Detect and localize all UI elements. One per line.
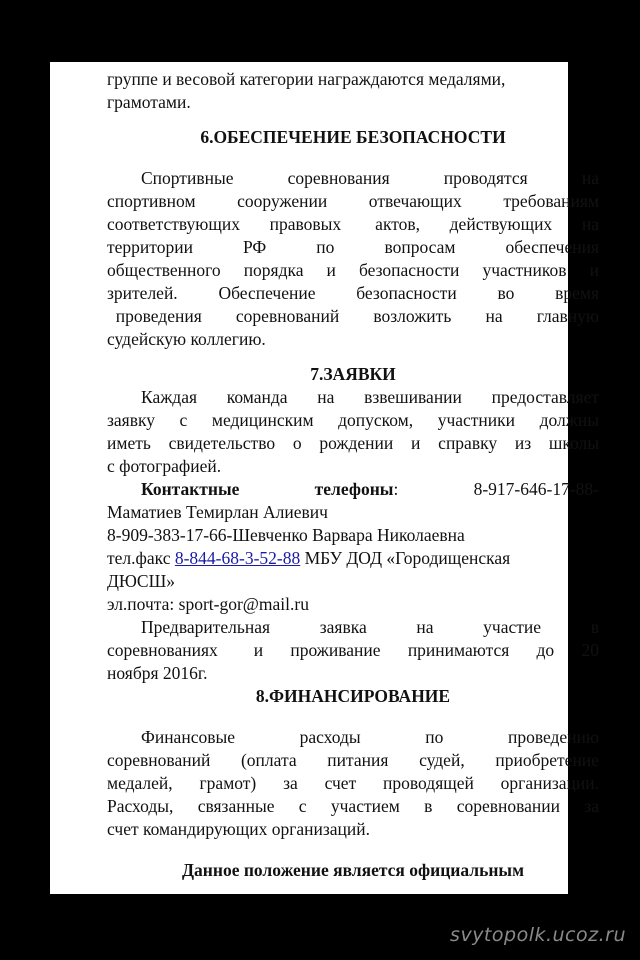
s6-line: общественного порядка и безопасности участников и [107,260,599,280]
phone-2-line: 8-909-383-17-66-Шевченко Варвара Николаевна [107,525,465,545]
fax-phone-link[interactable]: 8-844-68-3-52-88 [174,548,301,568]
section-6-body [107,167,599,351]
prelim-line: соревнованиях и проживание принимаются до 20 [107,640,599,660]
prelim-last-line: ноября 2016г. [107,663,208,683]
section-8-body [107,726,599,841]
fax-line: тел.факс 8-844-68-3-52-88 МБУ ДОД «Городищенская [107,548,511,568]
section-7-heading: 7.ЗАЯВКИ [310,364,396,384]
s6-line: спортивном сооружении отвечающих требованиям [107,191,599,211]
s8-line: соревнований (оплата питания судей, приобретение [107,750,599,770]
document-page [50,62,599,894]
section-7-body [107,386,599,685]
email-line: эл.почта: sport-gor@mail.ru [107,594,309,614]
contacts-label: Контактные [141,479,240,499]
s7-line: Каждая команда на взвешивании предоставляет [141,387,599,407]
s6-last-line: судейскую коллегию. [107,329,266,349]
phone-1: 8-917-646-17-88- [473,479,599,499]
intro-line-1: группе и весовой категории награждаются медалями, [107,69,506,89]
s6-line: проведения соревнований возложить на главную [107,306,599,326]
s8-line: Финансовые расходы по проведению [141,727,599,747]
s6-line: соответствующих правовых актов, действующих на [107,214,599,234]
s8-last-line: счет командирующих организаций. [107,819,371,839]
contact-name-1: Маматиев Темирлан Алиевич [107,502,328,522]
s8-line: медалей, грамот) за счет проводящей организации. [107,773,599,793]
section-8-heading: 8.ФИНАНСИРОВАНИЕ [255,686,451,706]
prelim-line: Предварительная заявка на участие в [141,617,599,637]
intro-line-2: грамотами. [107,92,191,112]
s7-line: заявку с медицинским допуском, участники должны [107,410,599,430]
s6-line: территории РФ по вопросам обеспечения [107,237,599,257]
s7-photo-line: с фотографией. [107,456,222,476]
fax-line-cont: ДЮСШ» [107,571,176,591]
s8-line: Расходы, связанные с участием в соревновании за [107,796,599,816]
document-text [107,68,599,882]
section-6-heading: 6.ОБЕСПЕЧЕНИЕ БЕЗОПАСНОСТИ [200,127,506,147]
closing-statement: Данное положение является официальным [181,860,525,880]
contacts-label-2: телефоны: [314,479,399,499]
site-watermark: svytopolk.ucoz.ru [450,924,626,946]
contacts-line [107,478,599,501]
s6-line: зрителей. Обеспечение безопасности во время [107,283,599,303]
s6-line: Спортивные соревнования проводятся на [141,168,599,188]
s7-line: иметь свидетельство о рождении и справку из школы [107,433,599,453]
